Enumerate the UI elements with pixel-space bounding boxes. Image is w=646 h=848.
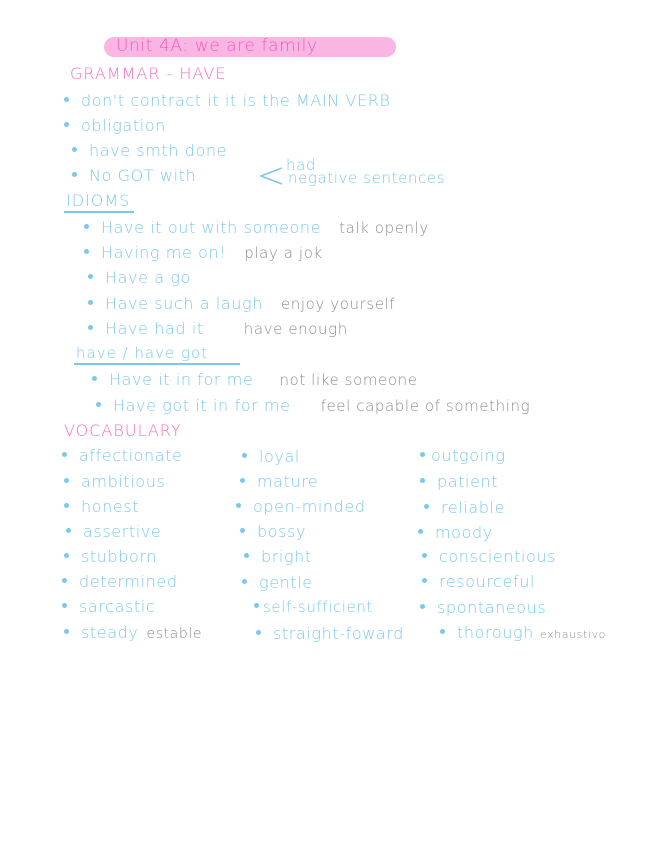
vocab-word: ambitious xyxy=(64,474,165,490)
idiom-item: Having me on! play a jok xyxy=(84,245,323,261)
bullet-icon xyxy=(440,629,445,634)
vocab-word: straight-foward xyxy=(256,626,404,642)
have-got-item: Have got it in for me feel capable of something xyxy=(96,398,530,414)
have-got-heading: have / have got xyxy=(76,344,209,362)
vocab-word: assertive xyxy=(66,524,161,540)
have-got-underline xyxy=(74,363,240,365)
bullet-icon xyxy=(424,504,429,509)
bullet-icon xyxy=(62,452,67,457)
bullet-icon xyxy=(236,503,241,508)
bullet-icon xyxy=(66,528,71,533)
bullet-icon xyxy=(240,528,245,533)
grammar-heading: GRAMMAR - HAVE xyxy=(70,64,227,83)
idiom-item: Have a go xyxy=(88,270,209,286)
bullet-icon xyxy=(72,147,77,152)
bullet-icon xyxy=(64,97,69,102)
vocab-word: thorough exhaustivo xyxy=(440,625,606,641)
bullet-icon xyxy=(64,553,69,558)
vocab-word: open-minded xyxy=(236,499,366,515)
no-got-bottom: negative sentences xyxy=(288,169,446,187)
bullet-icon xyxy=(64,122,69,127)
bullet-icon xyxy=(92,376,97,381)
bullet-icon xyxy=(420,452,425,457)
no-got-top: had xyxy=(286,156,317,174)
vocab-word: honest xyxy=(64,499,139,515)
bullet-icon xyxy=(96,402,101,407)
bullet-icon xyxy=(422,553,427,558)
idioms-heading: IDIOMS xyxy=(66,191,131,210)
vocab-word: spontaneous xyxy=(420,600,546,616)
vocabulary-heading: VOCABULARY xyxy=(64,421,182,440)
bullet-icon xyxy=(420,478,425,483)
vocab-word: reliable xyxy=(424,500,505,516)
grammar-item: don't contract it it is the MAIN VERB xyxy=(64,93,391,109)
vocab-word: stubborn xyxy=(64,549,157,565)
vocab-word: loyal xyxy=(242,449,300,465)
bullet-icon xyxy=(84,249,89,254)
idiom-item: Have had it have enough xyxy=(88,321,348,337)
vocab-word: mature xyxy=(240,474,318,490)
bullet-icon xyxy=(72,172,77,177)
idiom-item: Have such a laugh enjoy yourself xyxy=(88,296,395,312)
bullet-icon xyxy=(244,553,249,558)
bullet-icon xyxy=(240,478,245,483)
bullet-icon xyxy=(88,274,93,279)
vocab-word: gentle xyxy=(242,575,313,591)
grammar-item-no-got: No GOT with xyxy=(72,168,196,184)
vocab-word: self-sufficient xyxy=(254,600,373,615)
bullet-icon xyxy=(62,578,67,583)
bullet-icon xyxy=(64,478,69,483)
vocab-word: determined xyxy=(62,574,178,590)
idiom-item: Have it out with someone talk openly xyxy=(84,220,429,236)
bullet-icon xyxy=(88,325,93,330)
bullet-icon xyxy=(64,629,69,634)
bullet-icon xyxy=(84,224,89,229)
bullet-icon xyxy=(420,604,425,609)
bullet-icon xyxy=(256,630,261,635)
bullet-icon xyxy=(64,503,69,508)
page-title: Unit 4A: we are family xyxy=(116,36,318,56)
bullet-icon xyxy=(242,579,247,584)
bullet-icon xyxy=(62,603,67,608)
vocab-word: conscientious xyxy=(422,549,556,565)
bullet-icon xyxy=(422,578,427,583)
vocab-word: resourceful xyxy=(422,574,535,590)
idioms-underline xyxy=(64,211,134,213)
grammar-item: have smth done xyxy=(72,143,227,159)
bracket-icon xyxy=(258,166,284,186)
bullet-icon xyxy=(242,453,247,458)
vocab-word: bossy xyxy=(240,524,306,540)
vocab-word: moody xyxy=(418,525,493,541)
vocab-word: steady estable xyxy=(64,625,202,641)
vocab-word: affectionate xyxy=(62,448,182,464)
vocab-word: sarcastic xyxy=(62,599,155,615)
grammar-item: obligation xyxy=(64,118,166,134)
bullet-icon xyxy=(88,300,93,305)
vocab-word: patient xyxy=(420,474,498,490)
vocab-word: outgoing xyxy=(420,448,506,464)
have-got-item: Have it in for me not like someone xyxy=(92,372,418,388)
vocab-word: bright xyxy=(244,549,312,565)
bullet-icon xyxy=(418,529,423,534)
bullet-icon xyxy=(254,603,259,608)
